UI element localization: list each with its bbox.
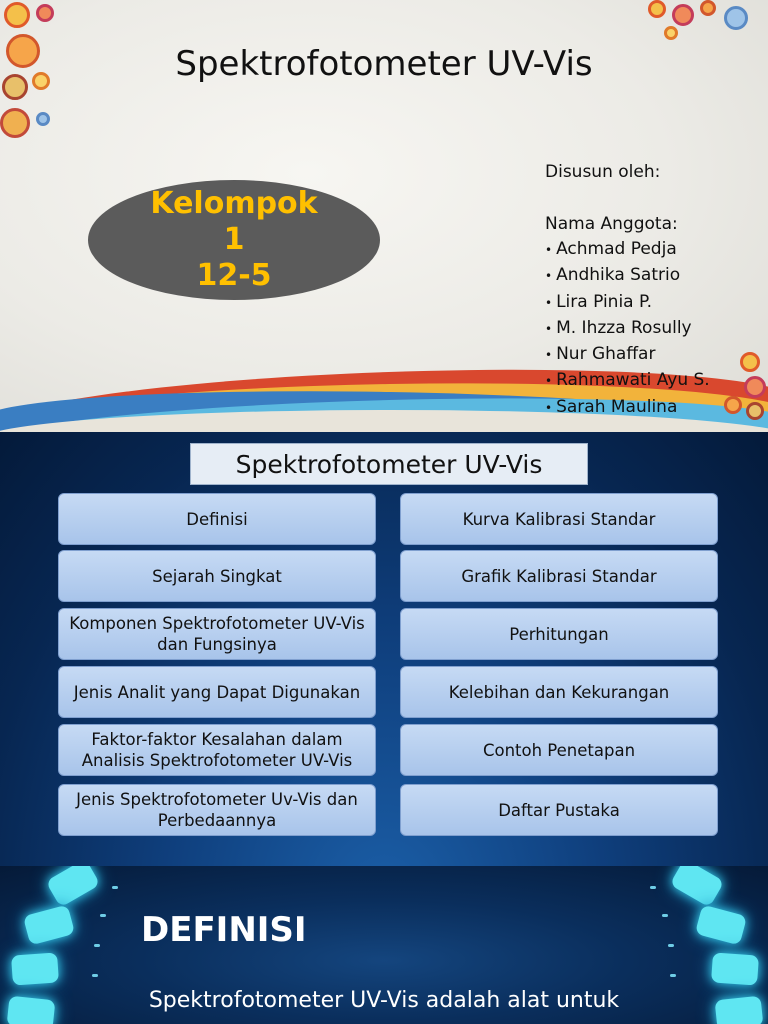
- menu-button-jenis-analit[interactable]: Jenis Analit yang Dapat Digunakan: [58, 666, 376, 718]
- slide3-body: Spektrofotometer UV-Vis adalah alat untuk: [148, 988, 620, 1013]
- decor-circle: [0, 108, 30, 138]
- members-label: Nama Anggota:: [545, 214, 678, 234]
- decor-tick: [662, 914, 668, 917]
- group-oval: [88, 180, 380, 300]
- decor-tick: [100, 914, 106, 917]
- menu-button-grafik-kalibrasi[interactable]: Grafik Kalibrasi Standar: [400, 550, 718, 602]
- bullet-icon: •: [545, 243, 553, 257]
- menu-button-definisi[interactable]: Definisi: [58, 493, 376, 545]
- member-name: Rahmawati Ayu S.: [556, 370, 710, 391]
- decor-tick: [668, 944, 674, 947]
- bullet-icon: •: [545, 295, 553, 310]
- menu-button-kelebihan[interactable]: Kelebihan dan Kekurangan: [400, 666, 718, 718]
- decor-circle: [4, 2, 30, 28]
- bullet-icon: •: [545, 269, 553, 284]
- menu-button-sejarah[interactable]: Sejarah Singkat: [58, 550, 376, 602]
- list-item: [545, 236, 710, 262]
- decor-circle: [746, 402, 764, 420]
- group-line-1: Kelompok: [150, 186, 318, 221]
- decor-glow-bar: [670, 866, 725, 907]
- decor-circle: [724, 396, 742, 414]
- slide-definition: [0, 866, 768, 1024]
- decor-circle: [36, 4, 54, 22]
- compiled-by-label: Disusun oleh:: [545, 162, 661, 182]
- decor-tick: [112, 886, 118, 889]
- decor-glow-bar: [695, 905, 747, 946]
- decor-circle: [724, 6, 748, 30]
- list-item: [545, 394, 710, 420]
- group-line-2: 1: [223, 222, 245, 257]
- members-list: [545, 236, 710, 420]
- bullet-icon: •: [545, 400, 553, 415]
- slide-title: [0, 0, 768, 432]
- slide2-title: Spektrofotometer UV-Vis: [190, 443, 588, 485]
- decor-tick: [94, 944, 100, 947]
- menu-button-faktor-kesalahan[interactable]: Faktor-faktor Kesalahan dalam Analisis Spektrofotometer UV-Vis: [58, 724, 376, 776]
- bullet-icon: •: [545, 321, 553, 336]
- decor-circle: [700, 0, 716, 16]
- list-item: [545, 262, 710, 288]
- member-name: M. Ihzza Rosully: [556, 317, 692, 338]
- menu-button-perhitungan[interactable]: Perhitungan: [400, 608, 718, 660]
- decor-glow-bar: [46, 866, 101, 907]
- menu-button-daftar-pustaka[interactable]: Daftar Pustaka: [400, 784, 718, 836]
- slide3-title: DEFINISI: [141, 910, 307, 950]
- list-item: [545, 289, 710, 315]
- list-item: [545, 367, 710, 393]
- slide-menu: [0, 432, 768, 866]
- slide1-title: Spektrofotometer UV-Vis: [175, 44, 593, 84]
- credits-block: [545, 160, 710, 420]
- list-item: [545, 341, 710, 367]
- decor-circle: [36, 112, 50, 126]
- menu-button-contoh[interactable]: Contoh Penetapan: [400, 724, 718, 776]
- member-name: Nur Ghaffar: [556, 344, 656, 365]
- member-name: Achmad Pedja: [556, 239, 677, 259]
- decor-circle: [740, 352, 760, 372]
- decor-glow-bar: [23, 905, 75, 946]
- decor-circle: [744, 376, 766, 398]
- decor-tick: [670, 974, 676, 977]
- list-item: [545, 315, 710, 341]
- menu-button-kurva-kalibrasi[interactable]: Kurva Kalibrasi Standar: [400, 493, 718, 545]
- decor-circle: [672, 4, 694, 26]
- decor-tick: [650, 886, 656, 889]
- menu-button-komponen[interactable]: Komponen Spektrofotometer UV-Vis dan Fungsinya: [58, 608, 376, 660]
- menu-button-jenis-spektro[interactable]: Jenis Spektrofotometer Uv-Vis dan Perbedaannya: [58, 784, 376, 836]
- member-name: Andhika Satrio: [556, 265, 681, 286]
- member-name: Lira Pinia P.: [556, 291, 653, 312]
- decor-circle: [664, 26, 678, 40]
- decor-circle: [648, 0, 666, 18]
- decor-tick: [92, 974, 98, 977]
- group-line-3: 12-5: [196, 258, 272, 293]
- decor-glow-bar: [11, 952, 59, 985]
- member-name: Sarah Maulina: [556, 396, 678, 417]
- decor-glow-bar: [711, 952, 759, 985]
- bullet-icon: •: [545, 374, 553, 389]
- bullet-icon: •: [545, 348, 553, 363]
